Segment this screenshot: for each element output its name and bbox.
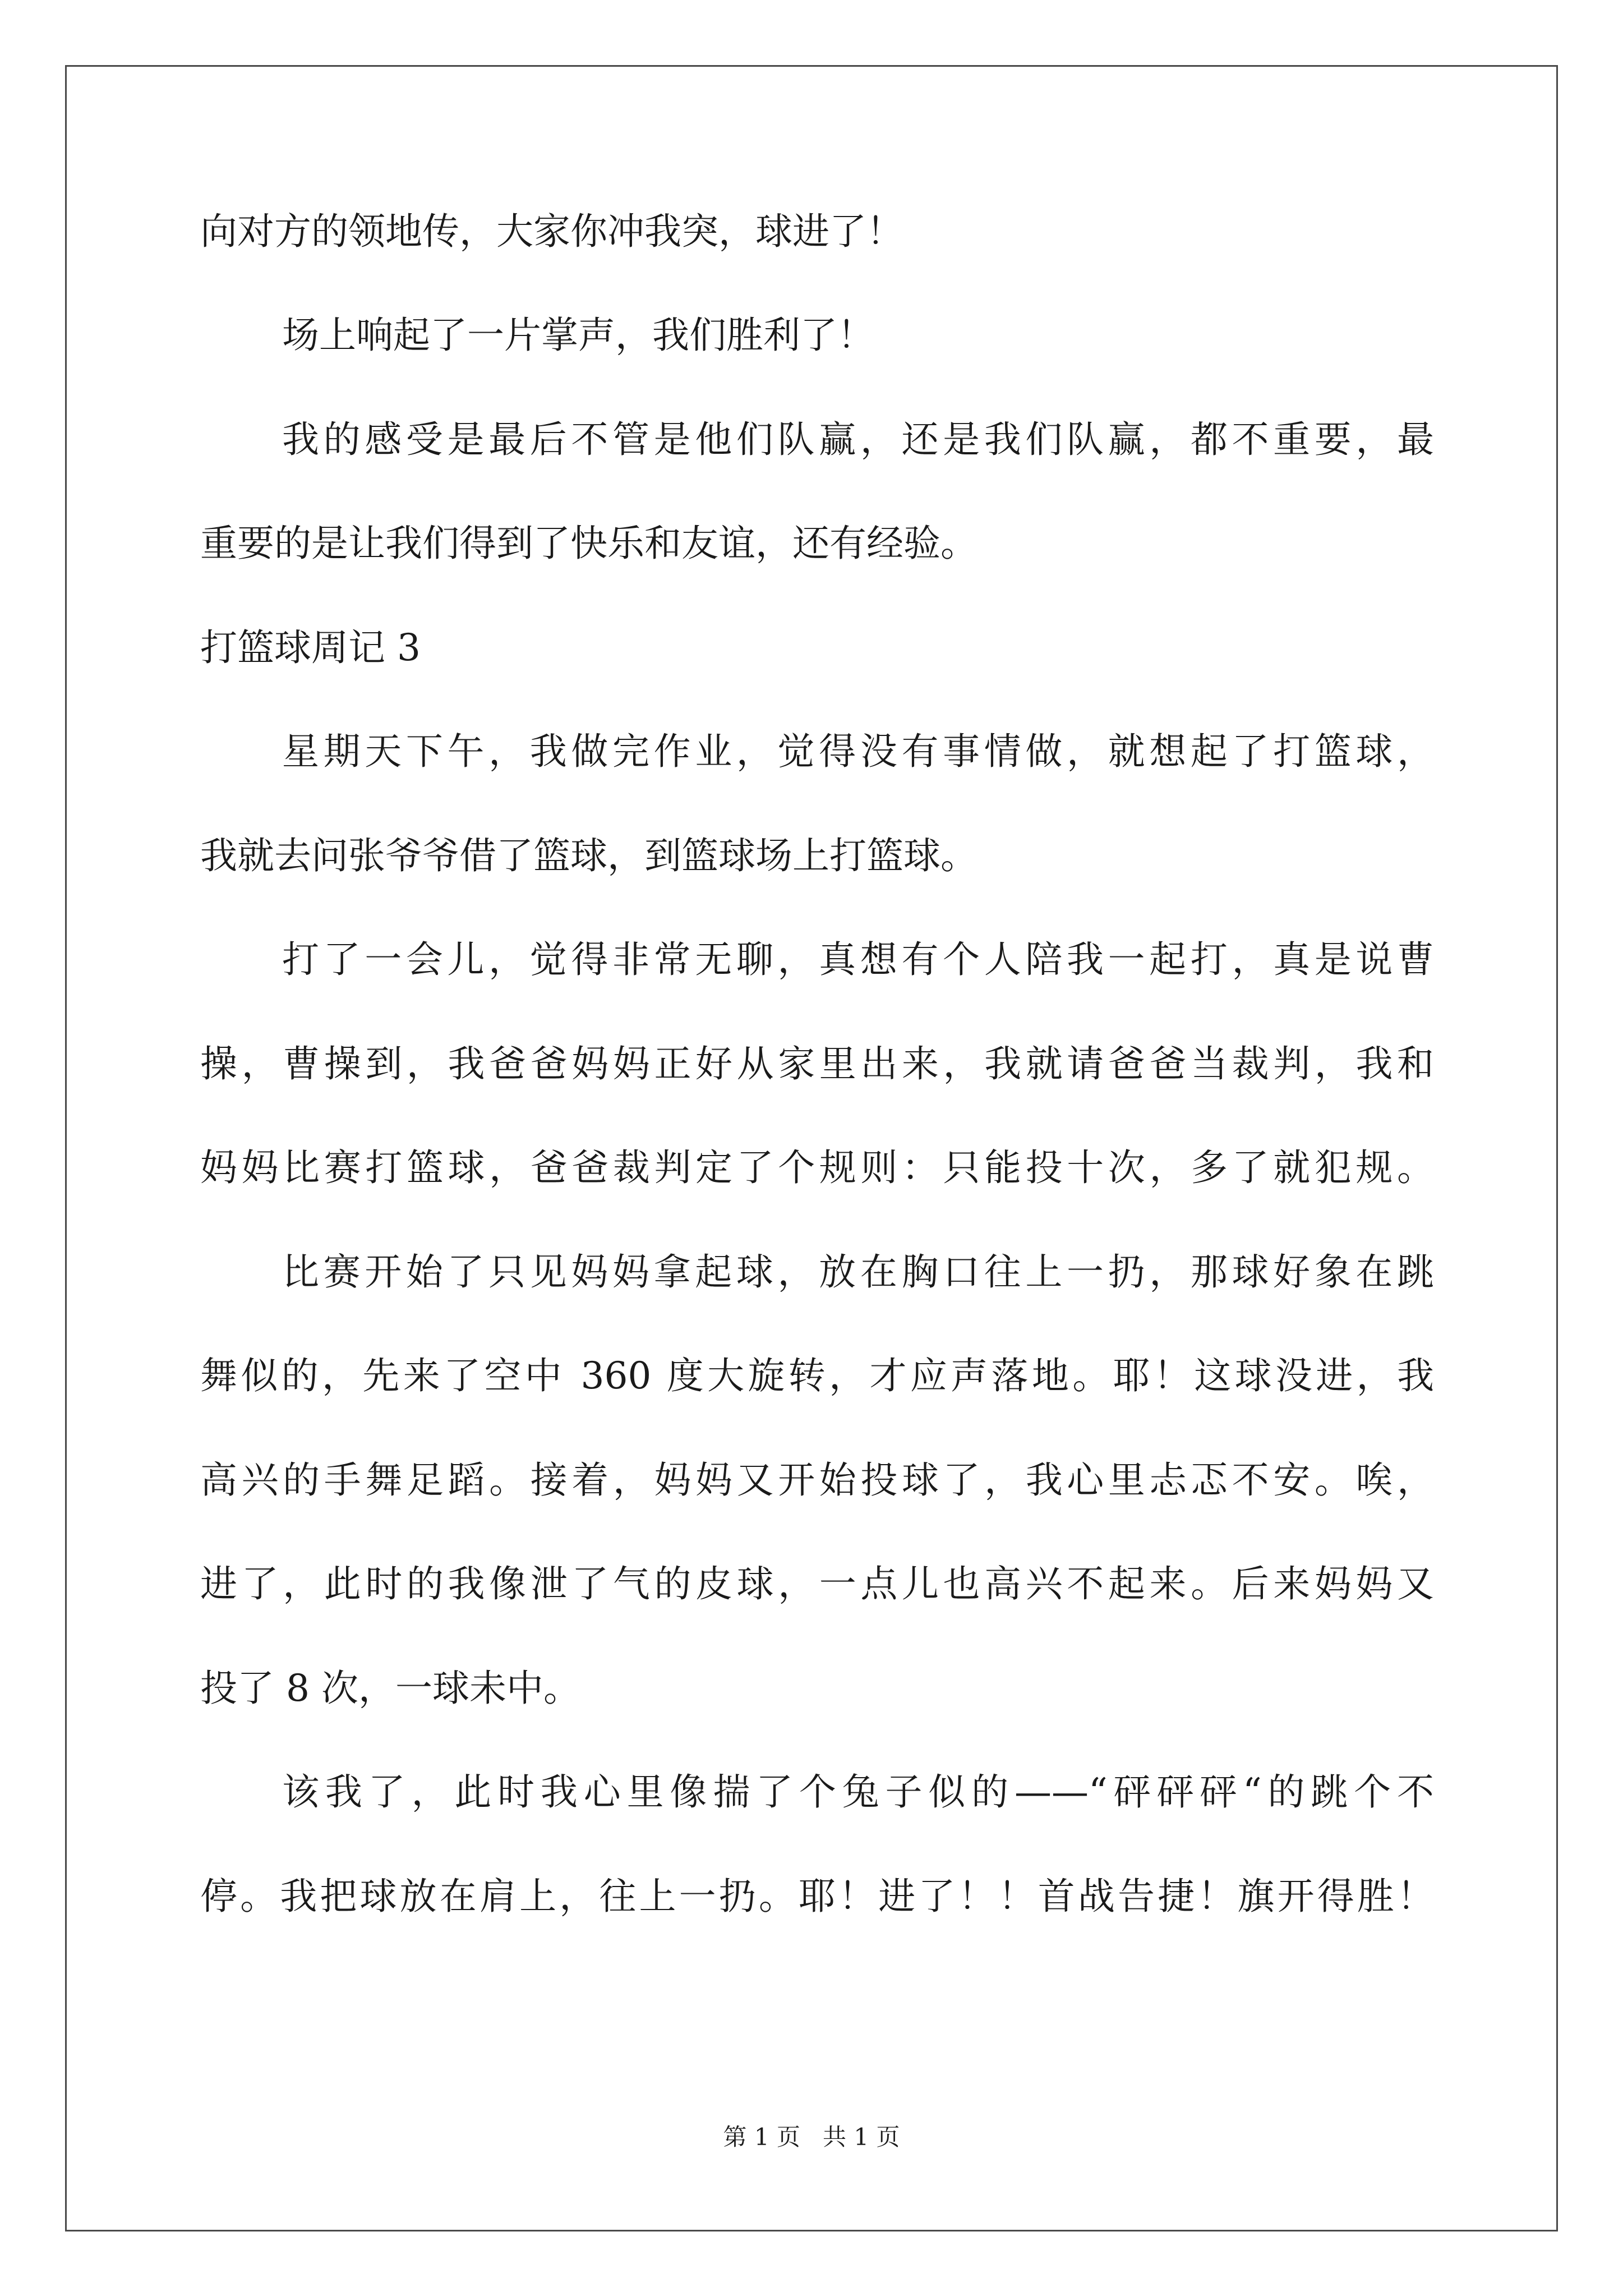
- paragraph-line: 我的感受是最后不管是他们队赢，还是我们队赢，都不重要，最: [282, 418, 1434, 461]
- paragraph-line: 比赛开始了只见妈妈拿起球，放在胸口往上一扔，那球好象在跳: [282, 1250, 1434, 1294]
- paragraph-line: 场上响起了一片掌声，我们胜利了！: [282, 314, 874, 357]
- paragraph-line: 投了 8 次，一球未中。: [200, 1667, 580, 1710]
- paragraph-line: 向对方的领地传，大家你冲我突，球进了！: [200, 210, 903, 253]
- paragraph-line: 打了一会儿，觉得非常无聊，真想有个人陪我一起打，真是说曹: [282, 938, 1434, 981]
- paragraph-line: 高兴的手舞足蹈。接着，妈妈又开始投球了，我心里忐忑不安。唉，: [200, 1458, 1434, 1502]
- page-number-footer: 第 1 页 共 1 页: [723, 2123, 900, 2151]
- section-heading: 打篮球周记 3: [200, 626, 421, 669]
- paragraph-line: 该我了，此时我心里像揣了个兔子似的——“砰砰砰“的跳个不: [282, 1770, 1434, 1814]
- paragraph-line: 操，曹操到，我爸爸妈妈正好从家里出来，我就请爸爸当裁判，我和: [200, 1042, 1434, 1085]
- paragraph-line: 妈妈比赛打篮球，爸爸裁判定了个规则：只能投十次，多了就犯规。: [200, 1146, 1434, 1189]
- paragraph-line: 进了，此时的我像泄了气的皮球，一点儿也高兴不起来。后来妈妈又: [200, 1562, 1434, 1605]
- paragraph-line: 舞似的，先来了空中 360 度大旋转，才应声落地。耶！这球没进，我: [200, 1354, 1434, 1397]
- paragraph-line: 重要的是让我们得到了快乐和友谊，还有经验。: [200, 522, 978, 565]
- paragraph-line: 星期天下午，我做完作业，觉得没有事情做，就想起了打篮球，: [282, 730, 1434, 773]
- paragraph-line: 我就去问张爷爷借了篮球，到篮球场上打篮球。: [200, 834, 978, 877]
- paragraph-line: 停。我把球放在肩上，往上一扔。耶！进了！！首战告捷！旗开得胜！: [200, 1875, 1434, 1918]
